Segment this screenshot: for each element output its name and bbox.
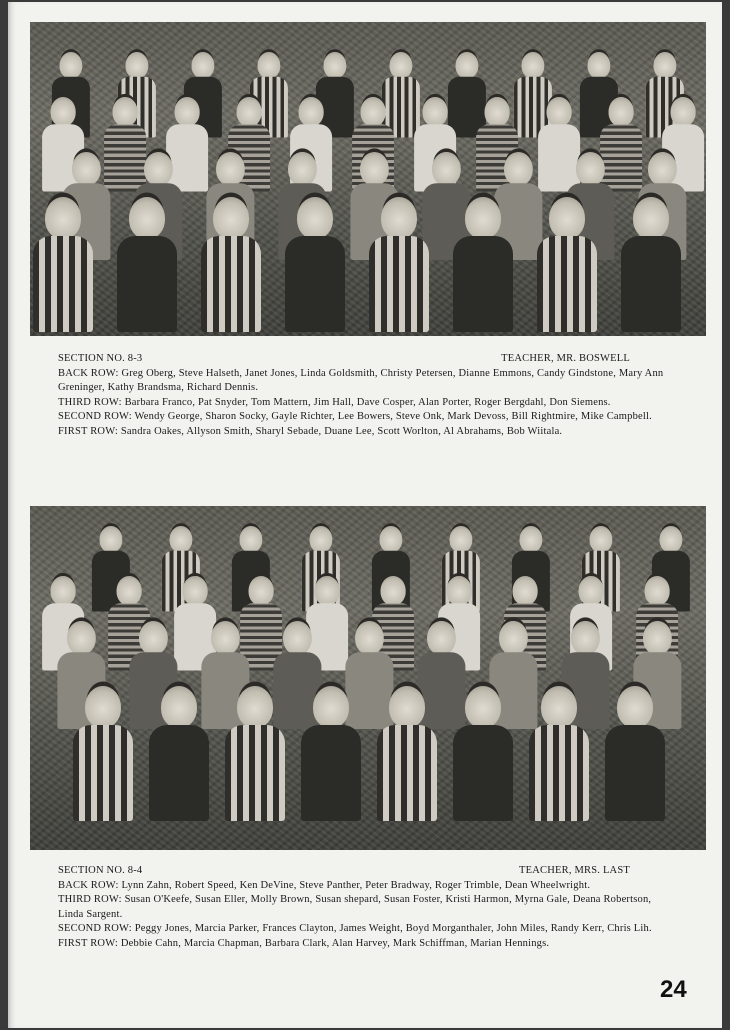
student-figure: [222, 686, 288, 821]
page-number: 24: [660, 976, 687, 1003]
figure-head: [299, 97, 324, 126]
caption-header: [58, 352, 678, 367]
figure-head: [216, 152, 245, 186]
first-row-names: [58, 425, 678, 440]
class-photo-section-8-4: [30, 506, 706, 850]
figure-head: [485, 97, 510, 126]
figure-head: [513, 576, 538, 605]
figure-head: [60, 52, 83, 79]
yearbook-page: [8, 2, 722, 1028]
figure-head: [170, 526, 193, 553]
figure-head: [310, 526, 333, 553]
figure-body: [33, 236, 93, 332]
figure-body: [225, 725, 285, 821]
figure-head: [643, 621, 672, 655]
figure-body: [285, 236, 345, 332]
figure-head: [617, 686, 653, 728]
row-names: Barbara Franco, Pat Snyder, Tom Mattern, Jim Hall, Dave Cosper, Alan Porter, Roger Bergdahl, Don Siemens.: [124, 396, 611, 408]
figure-head: [192, 52, 215, 79]
figure-head: [590, 526, 613, 553]
figure-body: [73, 725, 133, 821]
student-figure: [526, 686, 592, 821]
row-names: Peggy Jones, Marcia Parker, Frances Clayton, James Weight, Boyd Morganthaler, John Miles, Randy Kerr, Chris Lih.: [134, 923, 652, 934]
figure-head: [113, 97, 138, 126]
figure-head: [45, 197, 81, 239]
row-label: THIRD ROW:: [58, 396, 122, 408]
figure-body: [369, 236, 429, 332]
row-label: SECOND ROW:: [58, 411, 132, 422]
figure-head: [609, 97, 634, 126]
teacher-name: TEACHER, MR. BOSWELL: [501, 353, 630, 364]
student-figure: [618, 197, 684, 332]
figure-head: [456, 52, 479, 79]
row-label: THIRD ROW:: [58, 894, 122, 905]
figure-body: [377, 725, 437, 821]
figure-head: [211, 621, 240, 655]
row-label: BACK ROW:: [58, 367, 119, 379]
figure-head: [72, 152, 101, 186]
row-names: Debbie Cahn, Marcia Chapman, Barbara Clark, Alan Harvey, Mark Schiffman, Marian Hennings.: [120, 937, 550, 949]
figure-head: [465, 197, 501, 239]
third-row-names: [58, 893, 678, 922]
student-figure: [146, 686, 212, 821]
figure-head: [633, 197, 669, 239]
figure-head: [67, 621, 96, 655]
figure-body: [117, 236, 177, 332]
figure-head: [237, 686, 273, 728]
row-label: SECOND ROW:: [58, 923, 132, 934]
figure-head: [355, 621, 384, 655]
figure-head: [297, 197, 333, 239]
figure-body: [453, 236, 513, 332]
figure-head: [381, 576, 406, 605]
figure-head: [249, 576, 274, 605]
row-label: FIRST ROW:: [58, 937, 119, 949]
figure-body: [621, 236, 681, 332]
figure-head: [520, 526, 543, 553]
figure-head: [547, 97, 572, 126]
third-row-names: [58, 396, 678, 411]
figure-head: [645, 576, 670, 605]
figure-head: [671, 97, 696, 126]
figure-head: [237, 97, 262, 126]
section-number: SECTION NO. 8-3: [58, 353, 143, 364]
second-row-names: [58, 922, 678, 937]
figure-head: [541, 686, 577, 728]
figure-body: [529, 725, 589, 821]
class-photo-section-8-3: [30, 22, 706, 336]
figure-head: [381, 197, 417, 239]
figure-head: [144, 152, 173, 186]
figure-head: [576, 152, 605, 186]
figure-head: [175, 97, 200, 126]
figure-head: [390, 52, 413, 79]
figure-head: [504, 152, 533, 186]
figure-head: [161, 686, 197, 728]
student-figure: [298, 686, 364, 821]
figure-head: [100, 526, 123, 553]
figure-head: [129, 197, 165, 239]
figure-head: [432, 152, 461, 186]
row-names: Sandra Oakes, Allyson Smith, Sharyl Sebade, Duane Lee, Scott Worlton, Al Abrahams, Bob Wiitala.: [120, 425, 563, 437]
figure-head: [427, 621, 456, 655]
figure-head: [139, 621, 168, 655]
figure-head: [648, 152, 677, 186]
figure-body: [301, 725, 361, 821]
figure-head: [360, 152, 389, 186]
figure-head: [447, 576, 472, 605]
figure-head: [361, 97, 386, 126]
figure-head: [51, 576, 76, 605]
row-names: Lynn Zahn, Robert Speed, Ken DeVine, Steve Panther, Peter Bradway, Roger Trimble, Dean Wheelwright.: [121, 879, 591, 891]
figure-head: [654, 52, 677, 79]
figure-head: [660, 526, 683, 553]
second-row-names: [58, 410, 678, 425]
figure-head: [324, 52, 347, 79]
figure-body: [201, 236, 261, 332]
row-names: Wendy George, Sharon Socky, Gayle Richter, Lee Bowers, Steve Onk, Mark Devoss, Bill Rightmire, Mike Campbell.: [134, 411, 652, 422]
figure-head: [283, 621, 312, 655]
back-row-names: [58, 879, 678, 894]
caption-section-8-3: [58, 352, 678, 439]
figure-head: [522, 52, 545, 79]
row-names: Susan O'Keefe, Susan Eller, Molly Brown, Susan shepard, Susan Foster, Kristi Harmon, Myrna Gale, Deana Robertson, Linda Sargent.: [58, 894, 652, 920]
figure-head: [240, 526, 263, 553]
student-figure: [70, 686, 136, 821]
figure-head: [450, 526, 473, 553]
figure-head: [117, 576, 142, 605]
figure-body: [537, 236, 597, 332]
figure-head: [258, 52, 281, 79]
student-figure: [282, 197, 348, 332]
figure-head: [465, 686, 501, 728]
figure-head: [423, 97, 448, 126]
student-figure: [534, 197, 600, 332]
student-figure: [450, 686, 516, 821]
figure-head: [389, 686, 425, 728]
figure-head: [183, 576, 208, 605]
student-figure: [30, 197, 96, 332]
figure-head: [549, 197, 585, 239]
caption-section-8-4: [58, 864, 678, 951]
figure-body: [453, 725, 513, 821]
figure-head: [213, 197, 249, 239]
figure-head: [51, 97, 76, 126]
back-row-names: [58, 367, 678, 396]
student-figure: [198, 197, 264, 332]
figure-head: [380, 526, 403, 553]
row-label: FIRST ROW:: [58, 425, 119, 437]
teacher-name: TEACHER, MRS. LAST: [519, 865, 630, 876]
figure-head: [315, 576, 340, 605]
row-label: BACK ROW:: [58, 879, 119, 891]
first-row-names: [58, 937, 678, 952]
figure-head: [85, 686, 121, 728]
section-number: SECTION NO. 8-4: [58, 865, 143, 876]
figure-head: [571, 621, 600, 655]
student-figure: [374, 686, 440, 821]
figure-head: [313, 686, 349, 728]
student-figure: [114, 197, 180, 332]
student-figure: [602, 686, 668, 821]
figure-head: [126, 52, 149, 79]
student-figure: [450, 197, 516, 332]
figure-body: [149, 725, 209, 821]
figure-head: [588, 52, 611, 79]
figure-body: [605, 725, 665, 821]
figure-head: [288, 152, 317, 186]
figure-head: [579, 576, 604, 605]
caption-header: [58, 864, 678, 879]
row-names: Greg Oberg, Steve Halseth, Janet Jones, Linda Goldsmith, Christy Petersen, Dianne Emmons, Candy Gindstone, Mary Ann Greninger, Kathy Brandsma, Richard Dennis.: [58, 367, 664, 393]
figure-head: [499, 621, 528, 655]
student-figure: [366, 197, 432, 332]
